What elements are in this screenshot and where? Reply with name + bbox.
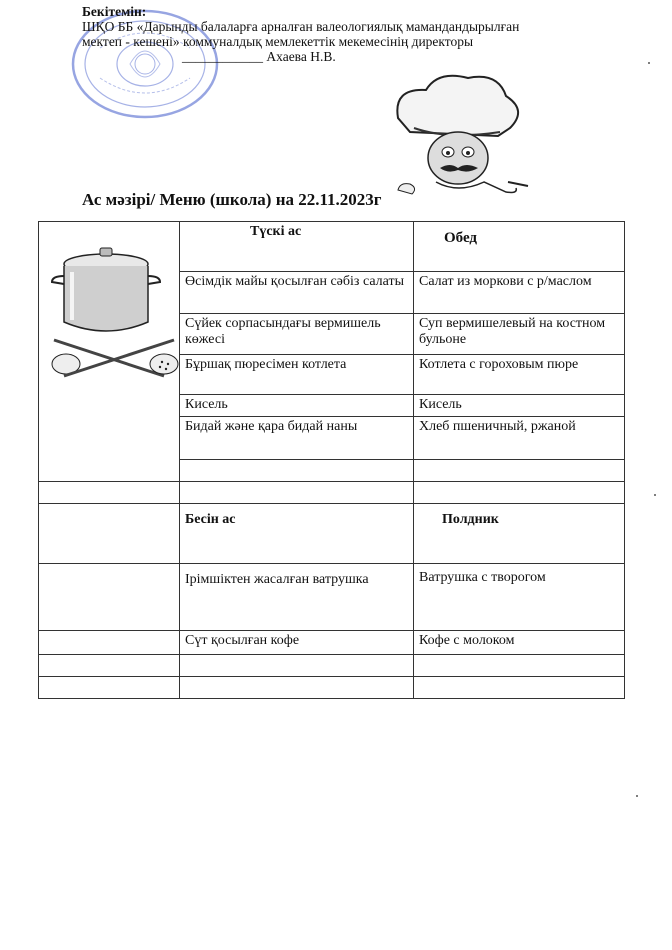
approval-line-1: ШҚО ББ «Дарынды балаларға арналған валеологиялық мамандандырылған — [82, 19, 520, 34]
table-row — [39, 564, 625, 631]
table-row-empty — [39, 677, 625, 699]
table-row — [39, 631, 625, 655]
lunch-item-kz: Бидай және қара бидай наны — [180, 417, 414, 460]
snack-item-kz: Ірімшіктен жасалған ватрушка — [180, 564, 414, 631]
table-row-empty — [39, 482, 625, 504]
lunch-item-kz: Сүйек сорпасындағы вермишель көжесі — [180, 314, 414, 355]
header-snack-ru: Полдник — [414, 504, 625, 564]
header-lunch-kz: Түскі ас — [180, 222, 414, 272]
lunch-item-ru: Котлета с гороховым пюре — [414, 355, 625, 395]
lunch-item-ru: Хлеб пшеничный, ржаной — [414, 417, 625, 460]
approval-signature: ____________ Ахаева Н.В. — [182, 49, 336, 64]
page-title: Ас мәзірі/ Меню (школа) на 22.11.2023г — [82, 190, 382, 209]
cookware-image — [44, 236, 184, 386]
scan-speck — [648, 62, 650, 64]
table-row-empty — [39, 655, 625, 677]
table-subheader-row — [39, 504, 625, 564]
menu-table — [38, 221, 625, 699]
lunch-item-kz: Бұршақ пюресімен котлета — [180, 355, 414, 395]
header-lunch-ru: Обед — [414, 222, 625, 272]
snack-item-ru: Кофе с молоком — [414, 631, 625, 655]
table-header-row — [39, 222, 625, 272]
lunch-item-ru: Салат из моркови с р/маслом — [414, 272, 625, 314]
approval-line-2: мектеп - кешені» коммуналдық мемлекеттік мекемесінің директоры — [82, 34, 474, 49]
lunch-item-kz: Өсімдік майы қосылған сәбіз салаты — [180, 272, 414, 314]
cookware-image-cell — [39, 222, 180, 482]
chef-image — [388, 70, 538, 200]
snack-item-ru: Ватрушка с творогом — [414, 564, 625, 631]
lunch-item-kz: Кисель — [180, 395, 414, 417]
scan-speck — [654, 494, 656, 496]
scan-speck — [636, 795, 638, 797]
approval-title: Бекітемін: — [82, 4, 147, 19]
header-snack-kz: Бесін ас — [180, 504, 414, 564]
snack-item-kz: Сүт қосылған кофе — [180, 631, 414, 655]
lunch-item-ru: Кисель — [414, 395, 625, 417]
approval-block — [82, 4, 642, 64]
lunch-item-ru: Суп вермишелевый на костном бульоне — [414, 314, 625, 355]
